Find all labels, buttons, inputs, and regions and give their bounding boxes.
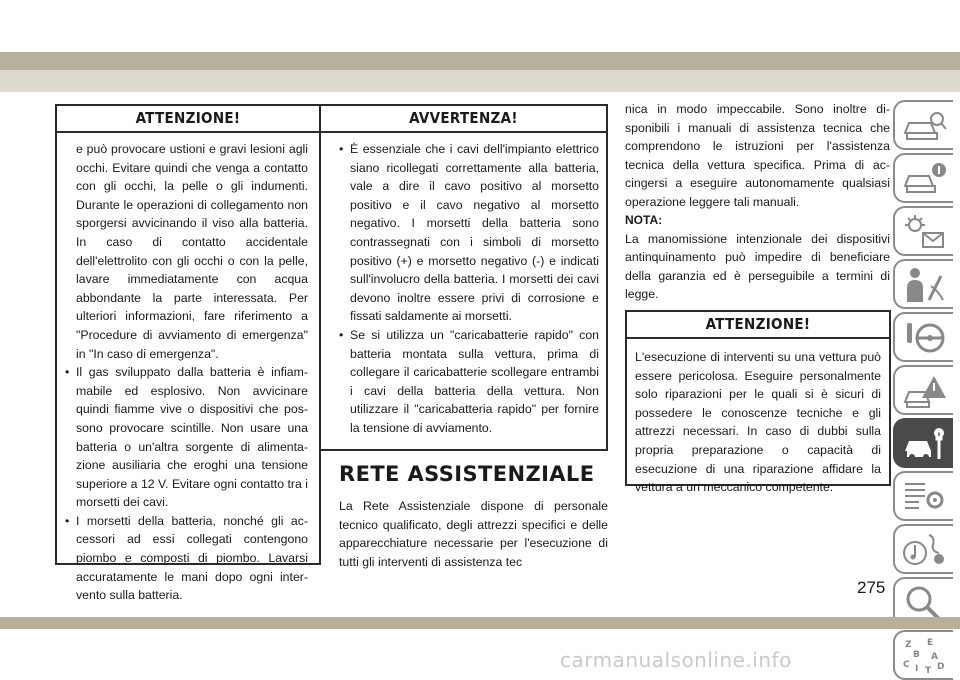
bullet-item: • I morsetti della batteria, nonché gli accessori ad essi collegati contengono piombo e composti di piombo. Lavarsi accuratamente le mani dopo ogni intervento sulla batteria.: [65, 512, 308, 605]
index-letter: D: [937, 662, 945, 672]
tab-warning-lights[interactable]: [893, 206, 953, 256]
index-letter: C: [903, 660, 910, 670]
car-hazard-icon: [901, 372, 947, 410]
tab-index[interactable]: [893, 630, 953, 680]
tab-car-search[interactable]: [893, 100, 953, 150]
tab-driving[interactable]: [893, 312, 953, 362]
warning-lead-text: e può provocare ustioni e gravi lesioni agli occhi. Evitare quindi che venga a contatto con gli occhi, la pelle o gli indumenti. Durante le operazioni di collegamento non sporgersi avvicinando il viso alla batteria. In caso di contatto accidentale dell'elettrolito con gli occhi o con la pelle, lavare immediatamente con acqua abbondante la parte interessata. Per ulteriori informazioni, fare riferimento a "Procedure di avviamento di emergenza" in "In caso di emergenza".: [76, 142, 308, 361]
alphabet-index-icon: [901, 637, 947, 675]
box-title: ATTENZIONE!: [627, 312, 889, 339]
top-band-light: [0, 70, 960, 92]
index-letter: T: [925, 666, 932, 675]
note-text: La manomissione intenzionale dei dispositivi antinquinamento può impedire di beneficiare della garanzia ed è perseguibile a termini di legge.: [625, 231, 890, 302]
tab-emergency[interactable]: [893, 365, 953, 415]
tab-service[interactable]: [893, 418, 953, 468]
attenzione-box-right: [625, 310, 891, 495]
section-heading: RETE ASSISTENZIALE: [339, 462, 595, 486]
bullet-item: • È essenziale che i cavi dell'impianto elettrico siano ricollegati correttamente alla batteria, vale a dire il cavo positivo al morsetto positivo e il cavo negativo al morsetto negativo. I morsetti della batteria sono contrassegnati con i simboli di morsetto positivo (+) e morsetto negativo (-) e indicati sull'involucro della batteria. I morsetti dei cavi devono inoltre essere privi di corrosione e fissati saldamente ai morsetti.: [339, 140, 599, 326]
person-seatbelt-icon: [901, 266, 947, 304]
note-label: NOTA:: [625, 213, 663, 227]
avvertenza-box: [321, 104, 608, 451]
page-number: 275: [857, 578, 886, 597]
bullet-item: • Se si utilizza un "caricabatterie rapido" con batteria montata sulla vettura, prima di collegare il caricabatterie scollegare entrambi i cavi della batteria della vettura. Non utilizzare il "caricabatteria rapido" per fornire la tensione di avviamento.: [339, 326, 599, 438]
tab-multimedia[interactable]: [893, 524, 953, 574]
steering-wheel-icon: [901, 319, 947, 357]
box-text: L'esecuzione di interventi su una vettura può essere pericolosa. Eseguire personalmente solo riparazioni per le quali si è sicuri di possedere le conoscenze tecniche e gli attrezzi necessari. In caso di dubbi sulla propria preparazione o capacità di esecuzione di una riparazione affidare la vettura a un meccanico competente.: [635, 350, 881, 495]
bottom-band: [0, 617, 960, 629]
car-wrench-icon: [901, 425, 947, 463]
bullet-item: • Il gas sviluppato dalla batteria è infiammabile ed esplosivo. Non avvicinare quindi fiamme vive o dispositivi che possono provocare scintille. Non usare una batteria o un'altra sorgente di alimentazione ausiliaria che eroghi una tensione superiore a 12 V. Evitare ogni contatto tra i morsetti dei cavi.: [65, 363, 308, 512]
box-title: AVVERTENZA!: [321, 106, 606, 133]
index-letter: B: [913, 650, 920, 660]
watermark: carmanualsonline.info: [560, 648, 792, 672]
index-letter: A: [931, 652, 938, 662]
tab-safety[interactable]: [893, 259, 953, 309]
manual-text: nica in modo impeccabile. Sono inoltre disponibili i manuali di assistenza tecnica che comprendono le istruzioni per l'assistenza tecnica della vettura specifica. Prima di accingersi a eseguire autonomamente qualsiasi operazione leggere tali manuali.: [625, 102, 890, 209]
nota-block: [625, 211, 890, 304]
box-title: ATTENZIONE!: [57, 106, 319, 133]
attenzione-box-left: [55, 104, 321, 603]
index-letter: E: [927, 638, 934, 648]
rete-assistenziale-text: La Rete Assistenziale dispone di personale tecnico qualificato, degli attrezzi specifici e delle apparecchiature necessarie per l'esecuzione di tutti gli interventi di assistenza tec: [339, 499, 608, 569]
warning-lights-icon: [901, 213, 947, 251]
tab-car-info[interactable]: [893, 153, 953, 203]
car-info-icon: [901, 160, 947, 198]
music-nav-icon: [901, 531, 947, 569]
list-gear-icon: [901, 478, 947, 516]
index-letter: I: [915, 664, 919, 674]
car-search-icon: [901, 107, 947, 145]
index-letter: Z: [905, 640, 912, 650]
top-band-dark: [0, 52, 960, 70]
tab-specifications[interactable]: [893, 471, 953, 521]
